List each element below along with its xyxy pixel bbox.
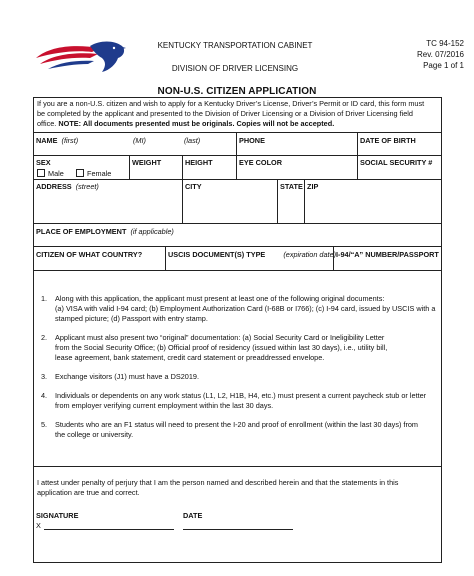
page-number: Page 1 of 1 bbox=[423, 61, 464, 70]
divider bbox=[33, 155, 442, 156]
state-field[interactable]: STATE bbox=[280, 182, 303, 191]
intro-note: NOTE: All documents presented must be originals. Copies will not be accepted. bbox=[58, 119, 335, 128]
intro-text: If you are a non-U.S. citizen and wish to apply for a Kentucky Driver’s License, Driver’s Permit or ID card, this form must be completed by the applicant and presented to the Division of Driver Licensing or a Division of Driver Licensing field office. NOTE: All documents presented must be originals. Copies will not be accepted. bbox=[37, 99, 425, 128]
middle-initial-field[interactable]: (MI) bbox=[133, 136, 146, 145]
weight-field[interactable]: WEIGHT bbox=[132, 158, 162, 167]
divider bbox=[33, 179, 442, 180]
agency-name: KENTUCKY TRANSPORTATION CABINET bbox=[157, 41, 313, 50]
attestation-text: I attest under penalty of perjury that I am the person named and described herein and that the statements in this application are true and correct. bbox=[37, 478, 399, 497]
male-label: Male bbox=[48, 169, 64, 178]
divider bbox=[33, 223, 442, 224]
signature-field[interactable]: X bbox=[36, 521, 41, 530]
divider bbox=[33, 270, 442, 271]
height-field[interactable]: HEIGHT bbox=[185, 158, 213, 167]
list-item: 2. Applicant must also present two “original” documentation: (a) Social Security Card or Ineligibility Letter from the Social Security Office; (b) Official proof of residency (issued within last 30 days), i.e., utility bill, lease agreement, bank statement, credit card statement or preaddressed envelope. bbox=[41, 333, 388, 362]
date-label: DATE bbox=[183, 511, 203, 520]
female-label: Female bbox=[87, 169, 112, 178]
date-line bbox=[183, 529, 293, 530]
zip-field[interactable]: ZIP bbox=[307, 182, 319, 191]
kentucky-eagle-logo-icon bbox=[30, 36, 132, 76]
female-checkbox[interactable] bbox=[76, 169, 84, 177]
i94-passport-field[interactable]: I-94/“A” NUMBER/PASSPORT bbox=[336, 250, 439, 259]
division-name: DIVISION OF DRIVER LICENSING bbox=[171, 64, 299, 73]
divider bbox=[33, 132, 442, 133]
list-item: 5. Students who are an F1 status will need to present the I-20 and proof of enrollment (within the last 30 days) from the college or university. bbox=[41, 420, 419, 439]
eye-color-field[interactable]: EYE COLOR bbox=[239, 158, 282, 167]
divider bbox=[33, 466, 442, 467]
name-field[interactable]: NAME (first) bbox=[36, 136, 79, 145]
form-number: TC 94-152 bbox=[426, 39, 464, 48]
list-item: 3. Exchange visitors (J1) must have a DS2019. bbox=[41, 372, 199, 381]
employment-field[interactable]: PLACE OF EMPLOYMENT (if applicable) bbox=[36, 227, 174, 236]
revision-date: Rev. 07/2016 bbox=[417, 50, 464, 59]
last-name-field[interactable]: (last) bbox=[184, 136, 201, 145]
divider bbox=[33, 246, 442, 247]
city-field[interactable]: CITY bbox=[185, 182, 202, 191]
address-field[interactable]: ADDRESS (street) bbox=[36, 182, 99, 191]
instructions-list bbox=[37, 294, 441, 449]
form-title: NON-U.S. CITIZEN APPLICATION bbox=[157, 86, 317, 97]
phone-field[interactable]: PHONE bbox=[239, 136, 265, 145]
male-checkbox[interactable] bbox=[37, 169, 45, 177]
signature-line bbox=[44, 529, 174, 530]
citizenship-field[interactable]: CITIZEN OF WHAT COUNTRY? bbox=[36, 250, 143, 259]
uscis-document-field[interactable]: USCIS DOCUMENT(S) TYPE (expiration date) bbox=[168, 250, 337, 259]
social-security-field[interactable]: SOCIAL SECURITY # bbox=[360, 158, 433, 167]
date-of-birth-field[interactable]: DATE OF BIRTH bbox=[360, 136, 416, 145]
sex-label: SEX bbox=[36, 158, 51, 167]
list-item: 1. Along with this application, the applicant must present at least one of the following original documents: (a) VISA with valid I-94 card; (b) Employment Authorization Card (I-68B or I766); (c) I-94 card, issued by USCIS with a stamped picture; (d) Passport with entry stamp. bbox=[41, 294, 436, 323]
list-item: 4. Individuals or dependents on any work status (L1, L2, H1B, H4, etc.) must present a current paycheck stub or letter from employer verifying current employment within the last 30 days. bbox=[41, 391, 427, 410]
signature-label: SIGNATURE bbox=[36, 511, 79, 520]
